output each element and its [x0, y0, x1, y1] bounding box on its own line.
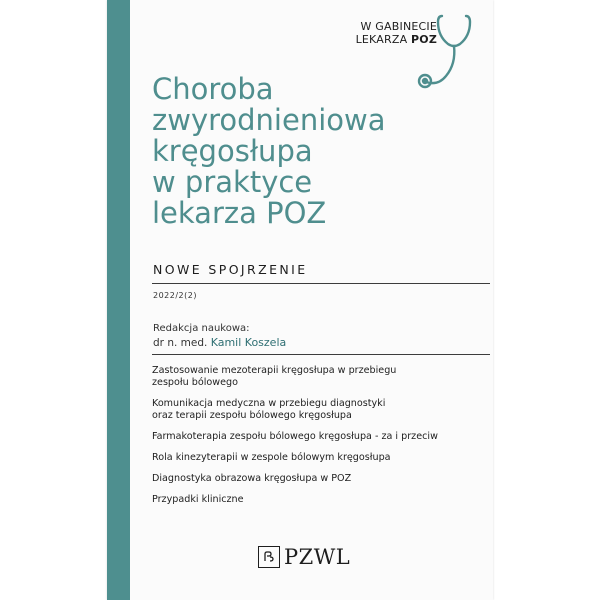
cover-spine-stripe: [107, 0, 130, 600]
title-line-1: Choroba: [152, 72, 274, 106]
title-line-2: zwyrodnieniowa: [152, 103, 386, 137]
series-line-1: W GABINECIE: [360, 20, 437, 33]
contents-list: [152, 365, 482, 515]
contents-item: Farmakoterapia zespołu bólowego kręgosłupa - za i przeciw: [152, 431, 438, 442]
book-subtitle: NOWE SPOJRZENIE: [153, 262, 308, 277]
publisher-logo: [258, 544, 350, 570]
editor-name: dr n. med. Kamil Koszela: [153, 336, 287, 349]
contents-item: Diagnostyka obrazowa kręgosłupa w POZ: [152, 473, 352, 484]
series-line-2: LEKARZA POZ: [355, 33, 437, 46]
title-line-5: lekarza POZ: [152, 196, 327, 230]
contents-item: Komunikacja medyczna w przebiegu diagnostyki oraz terapii zespołu bólowego kręgosłupa: [152, 398, 386, 421]
issue-number: 2022/2(2): [153, 291, 197, 300]
pzwl-logo-icon: [258, 546, 280, 568]
contents-item: Przypadki kliniczne: [152, 494, 244, 505]
contents-item: Zastosowanie mezoterapii kręgosłupa w przebiegu zespołu bólowego: [152, 365, 397, 388]
publisher-name: PZWL: [284, 545, 351, 569]
title-line-3: kręgosłupa: [152, 134, 313, 168]
divider-top: [152, 283, 490, 284]
title-line-4: w praktyce: [152, 165, 313, 199]
contents-item: Rola kinezyterapii w zespole bólowym kręgosłupa: [152, 452, 391, 463]
book-title: [152, 74, 482, 229]
divider-bottom: [152, 354, 490, 355]
editor-label: Redakcja naukowa:: [153, 323, 250, 334]
